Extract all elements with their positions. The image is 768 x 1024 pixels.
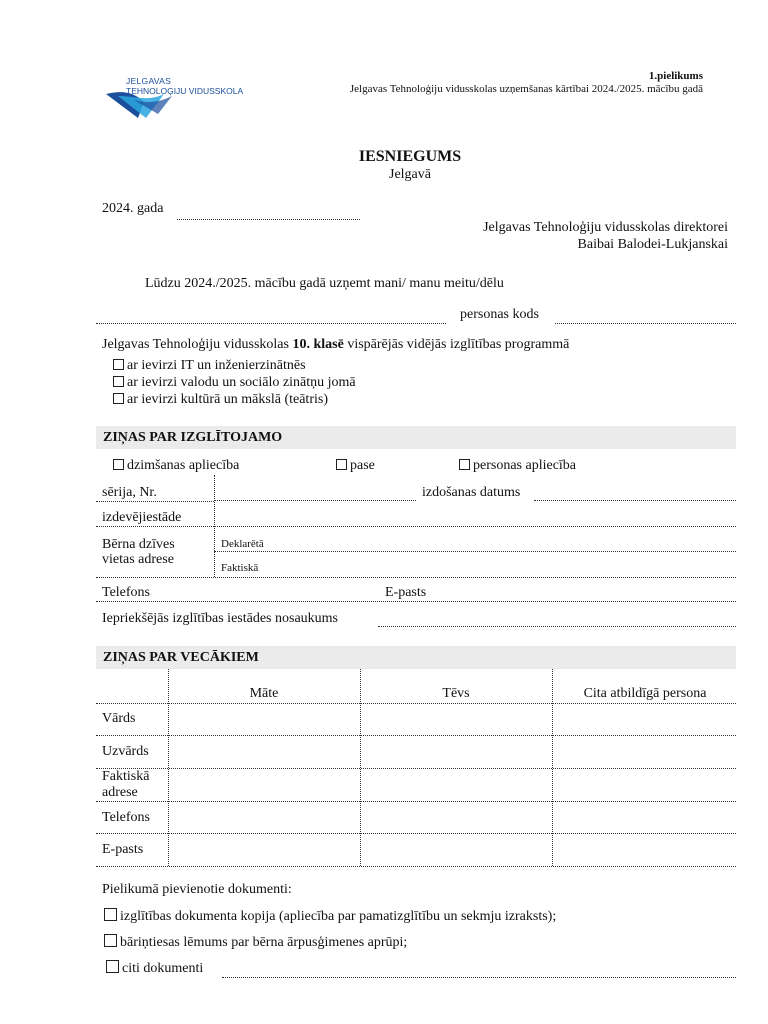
issue-date-field[interactable] — [534, 500, 736, 501]
attachment-orphan-court[interactable]: bāriņtiesas lēmums par bērna ārpusģimenes aprūpi; — [104, 934, 407, 951]
program-option-arts[interactable]: ar ievirzi kultūrā un mākslā (teātris) — [113, 392, 328, 408]
logo-text-line1: JELGAVAS — [126, 76, 172, 86]
row-label-last-name: Uzvārds — [102, 744, 149, 759]
date-field[interactable] — [177, 219, 360, 220]
prev-school-field[interactable] — [378, 626, 736, 627]
address-label-1: Bērna dzīves — [102, 537, 175, 552]
column-father: Tēvs — [442, 686, 470, 701]
document-title: IESNIEGUMS — [358, 148, 462, 165]
program-prefix: Jelgavas Tehnoloģiju vidusskolas — [102, 337, 293, 352]
student-name-field[interactable] — [96, 323, 446, 324]
phone-label: Telefons — [102, 585, 151, 600]
column-mother: Māte — [249, 686, 279, 701]
issue-date-label: izdošanas datums — [422, 485, 521, 500]
checkbox-icon[interactable] — [113, 459, 124, 470]
row-line — [96, 501, 214, 502]
declared-address-field[interactable] — [214, 551, 736, 552]
school-logo — [104, 74, 254, 124]
program-line — [102, 337, 569, 353]
checkbox-icon[interactable] — [104, 934, 117, 947]
row-line — [96, 703, 736, 704]
actual-address-label: Faktiskā — [221, 562, 259, 574]
checkbox-icon[interactable] — [104, 908, 117, 921]
issuer-label: izdevējiestāde — [102, 510, 182, 525]
checkbox-icon[interactable] — [106, 960, 119, 973]
checkbox-icon[interactable] — [113, 359, 124, 370]
date-label: 2024. gada — [102, 201, 164, 216]
request-text: Lūdzu 2024./2025. mācību gadā uzņemt mani/ manu meitu/dēlu — [145, 276, 504, 291]
phone-row[interactable] — [96, 833, 736, 834]
recipient-line1: Jelgavas Tehnoloģiju vidusskolas direktorei — [483, 220, 728, 235]
doc-type-id-card[interactable]: personas apliecība — [459, 458, 576, 474]
column-other-guardian: Cita atbildīgā persona — [583, 686, 707, 701]
declared-address-label: Deklarētā — [221, 538, 264, 550]
email-label: E-pasts — [385, 585, 427, 600]
checkbox-icon[interactable] — [459, 459, 470, 470]
parents-section-header: ZIŅAS PAR VECĀKIEM — [96, 646, 736, 669]
actual-address-field[interactable] — [96, 577, 736, 578]
row-label-phone: Telefons — [102, 810, 151, 825]
row-label-address: Faktiskā adrese — [102, 769, 150, 800]
phone-email-field[interactable] — [96, 601, 736, 602]
row-label-email: E-pasts — [102, 842, 144, 857]
attachment-education-doc[interactable]: izglītības dokumenta kopija (apliecība par pamatizglītību un sekmju izraksts); — [104, 908, 556, 925]
program-option-languages[interactable]: ar ievirzi valodu un sociālo zinātņu jomā — [113, 375, 356, 391]
city-label: Jelgavā — [389, 167, 431, 182]
issuer-field[interactable] — [96, 526, 736, 527]
doc-type-birth-certificate[interactable]: dzimšanas apliecība — [113, 458, 239, 474]
doc-type-passport[interactable]: pase — [336, 458, 375, 474]
program-suffix: vispārējās vidējās izglītības programmā — [343, 337, 570, 352]
student-section-header: ZIŅAS PAR IZGLĪTOJAMO — [96, 426, 736, 449]
row-label-first-name: Vārds — [102, 711, 136, 726]
series-label: sērija, Nr. — [102, 485, 157, 500]
other-documents-field[interactable] — [222, 977, 736, 978]
checkbox-icon[interactable] — [113, 376, 124, 387]
personal-code-label: personas kods — [460, 307, 539, 322]
header-subtitle: Jelgavas Tehnoloģiju vidusskolas uzņemšanas kārtībai 2024./2025. mācību gadā — [349, 83, 703, 95]
prev-school-label: Iepriekšējās izglītības iestādes nosaukums — [102, 611, 338, 626]
program-option-it[interactable]: ar ievirzi IT un inženierzinātnēs — [113, 358, 306, 374]
checkbox-icon[interactable] — [113, 393, 124, 404]
attachment-other[interactable]: citi dokumenti — [106, 960, 203, 977]
checkbox-icon[interactable] — [336, 459, 347, 470]
address-row[interactable] — [96, 801, 736, 802]
email-row[interactable] — [96, 866, 736, 867]
last-name-row[interactable] — [96, 768, 736, 769]
logo-text-line2: TEHNOLOĢIJU VIDUSSKOLA — [126, 86, 244, 96]
program-class: 10. klasē — [292, 337, 344, 352]
series-field[interactable] — [214, 500, 416, 501]
address-label-2: vietas adrese — [102, 552, 174, 567]
personal-code-field[interactable] — [555, 323, 736, 324]
annex-label: 1.pielikums — [648, 70, 703, 82]
attachments-heading: Pielikumā pievienotie dokumenti: — [102, 882, 292, 897]
first-name-row[interactable] — [96, 735, 736, 736]
recipient-line2: Baibai Balodei-Lukjanskai — [577, 237, 728, 252]
